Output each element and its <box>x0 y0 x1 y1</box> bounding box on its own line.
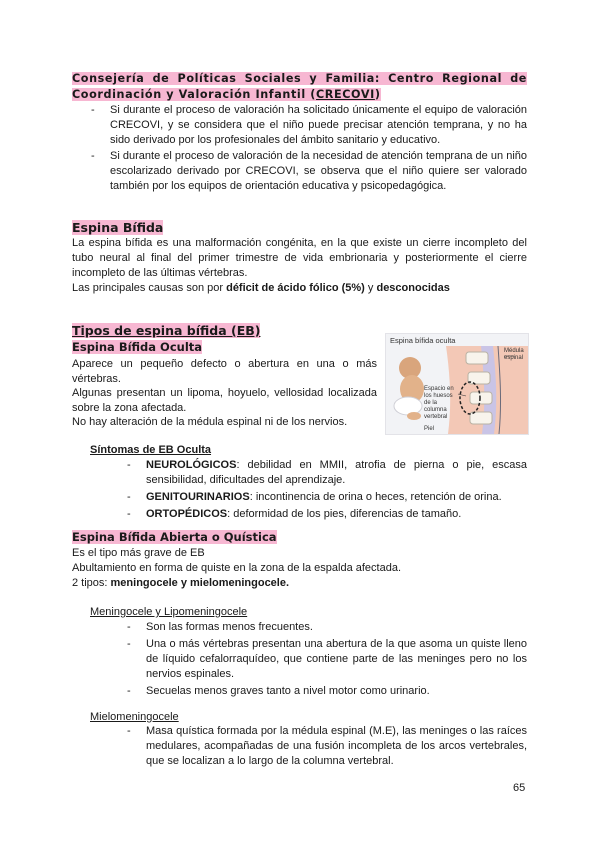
spina-bifida-figure <box>385 333 529 435</box>
header-title-end: ) <box>374 88 381 101</box>
list-item: - Masa quística formada por la médula espinal (M.E), las meninges o las raíces medulares, acompañadas de una fusión incompleta de los arcos vertebrales, que se localizan a lo largo de la columna vertebral. <box>127 724 527 769</box>
header-list <box>91 103 527 194</box>
figure-title: Espina bífida oculta <box>390 336 456 345</box>
figure-label-gap: Espacio en los huesos de la columna vertebral <box>424 386 454 420</box>
meningocele-title <box>90 605 247 620</box>
mielomeningocele-list <box>127 724 527 769</box>
list-item <box>127 490 527 505</box>
sintoma-label: NEUROLÓGICOS <box>146 459 237 471</box>
sintoma-label: GENITOURINARIOS <box>146 491 250 503</box>
sintoma-text: : debilidad en MMII, atrofia de pierna o pie, escasa sensibilidad, dificultades del aprendizaje. <box>146 459 527 486</box>
oculta-line-1: Aparece un pequeño defecto o abertura en una o más vértebras. <box>72 358 377 385</box>
abierta-line-3-prefix: 2 tipos: <box>72 577 111 589</box>
espina-paragraph: La espina bífida es una malformación congénita, en la que existe un cierre incompleto del tubo neural al final del primer trimestre de vida embrionaria y posteriormente el cierre incompleto de las últimas vértebras. <box>72 237 527 279</box>
causes-join: y <box>364 282 377 294</box>
mielomeningocele-title <box>90 710 179 725</box>
abierta-line-1: Es el tipo más grave de EB <box>72 547 205 559</box>
figure-label-skin: Piel <box>424 426 435 432</box>
header-title-text: Consejería de Políticas Sociales y Familia: Centro Regional de Coordinación y Valoración Infantil ( <box>72 72 527 101</box>
list-item <box>127 507 527 522</box>
abierta-line-3 <box>72 576 289 591</box>
list-item: - Secuelas menos graves tanto a nivel motor como urinario. <box>127 684 527 699</box>
sintomas-title <box>90 443 211 458</box>
sintomas-list <box>127 458 527 522</box>
subsection-title-oculta <box>72 340 202 356</box>
sintoma-label: ORTOPÉDICOS <box>146 508 228 520</box>
section-title-tipos <box>72 323 260 339</box>
subsection-title-text: Espina Bífida Oculta <box>72 340 203 354</box>
meningocele-list <box>127 620 527 699</box>
list-item: - Una o más vértebras presentan una abertura de la que asoma un quiste lleno de líquido cefalorraquídeo, que contiene parte de las meninges pero no los nervios espinales. <box>127 637 527 682</box>
oculta-line-3: No hay alteración de la médula espinal ni de los nervios. <box>72 416 348 428</box>
baby-icon <box>394 357 424 420</box>
espina-causes <box>72 281 450 296</box>
subsection-title-text: Espina Bífida Abierta o Quística <box>72 530 277 544</box>
subsection-title-abierta <box>72 530 277 546</box>
list-item: - Son las formas menos frecuentes. <box>127 620 527 635</box>
abierta-line-3-bold: meningocele y mielomeningocele. <box>110 577 290 589</box>
section-title-text: Espina Bífida <box>72 220 164 235</box>
mielomeningocele-title-text: Mielomeningocele <box>90 711 179 723</box>
list-item: - Si durante el proceso de valoración ha solicitado únicamente el equipo de valoración CRECOVI, y se considera que el niño puede precisar atención temprana, y no ha sido derivado por los profesionales del ámbito sanitario y educativo. <box>91 103 527 148</box>
section-title-text: Tipos de espina bífida (EB) <box>72 323 261 338</box>
sintomas-title-text: Síntomas de EB Oculta <box>90 444 212 456</box>
sintoma-text: : incontinencia de orina o heces, retención de orina. <box>249 491 502 503</box>
header-acronym: CRECOVI <box>315 88 375 101</box>
abierta-line-2: Abultamiento en forma de quiste en la zona de la espalda afectada. <box>72 562 402 574</box>
figure-label-cord: Médula espinal <box>504 348 524 361</box>
oculta-line-2: Algunas presentan un lipoma, hoyuelo, vellosidad localizada sobre la zona afectada. <box>72 387 377 414</box>
list-item <box>127 458 527 488</box>
page-number: 65 <box>513 782 526 794</box>
section-title-espina <box>72 220 163 236</box>
meningocele-title-text: Meningocele y Lipomeningocele <box>90 606 248 618</box>
causes-prefix: Las principales causas son por <box>72 282 227 294</box>
cause-1: déficit de ácido fólico (5%) <box>226 282 365 294</box>
list-item: - Si durante el proceso de valoración de la necesidad de atención temprana de un niño escolarizado derivado por CRECOVI, se observa que el niño quiere ser valorado también por los equipos de orientación educativa y psicopedagógica. <box>91 149 527 194</box>
header-title <box>72 71 527 103</box>
cause-2: desconocidas <box>376 282 450 294</box>
sintoma-text: : deformidad de los pies, diferencias de tamaño. <box>227 508 462 520</box>
